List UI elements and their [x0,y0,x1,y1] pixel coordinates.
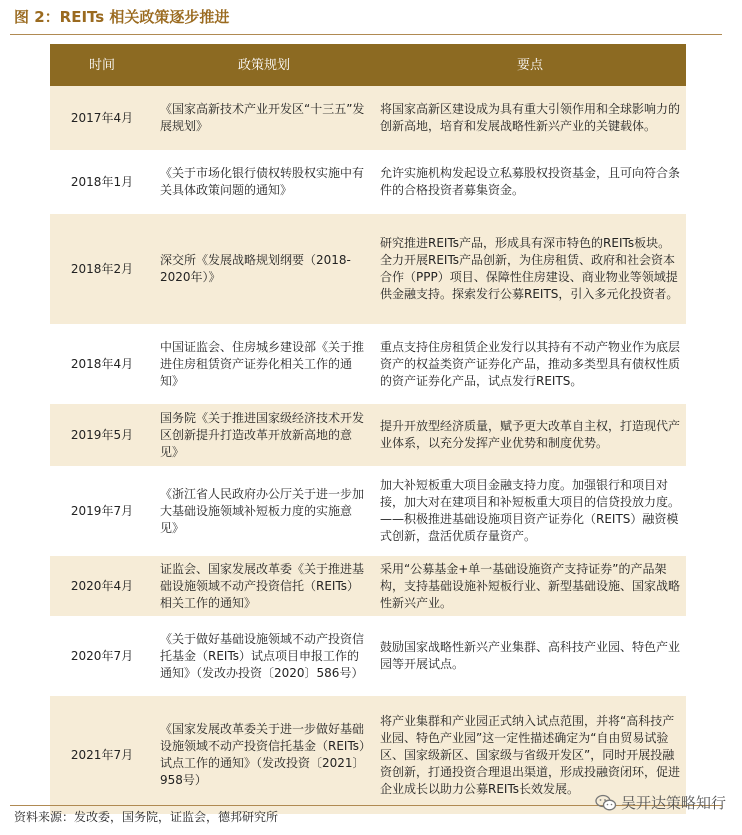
cell-policy: 《关于做好基础设施领域不动产投资信托基金（REITs）试点项目申报工作的通知》（发改办投资〔2020〕586号） [154,616,374,696]
cell-time: 2019年7月 [50,466,154,556]
cell-points: 提升开放型经济质量，赋予更大改革自主权，打造现代产业体系，以充分发挥产业优势和制度优势。 [374,404,686,466]
cell-policy: 国务院《关于推进国家级经济技术开发区创新提升打造改革开放新高地的意见》 [154,404,374,466]
cell-points: 将产业集群和产业园正式纳入试点范围，并将“高科技产业园、特色产业园”这一定性描述确定为“自由贸易试验区、国家级新区、国家级与省级开发区”，同时开展投融资创新，打通投资合理退出渠道，形成投融资闭环，促进企业成长以助力公募REITs长效发展。 [374,696,686,814]
table-row [50,150,686,214]
cell-points: 研究推进REITs产品，形成具有深市特色的REITs板块。全力开展REITs产品创新，为住房租赁、政府和社会资本合作（PPP）项目、保障性住房建设、商业物业等领域提供金融支持。探索发行公募REITS，引入多元化投资者。 [374,214,686,324]
cell-time: 2017年4月 [50,86,154,150]
cell-policy: 《国家高新技术产业开发区“十三五”发展规划》 [154,86,374,150]
cell-points: 采用“公募基金+单一基础设施资产支持证券”的产品架构，支持基础设施补短板行业、新型基础设施、国家战略性新兴产业。 [374,556,686,616]
watermark-text: 吴开达策略知行 [620,794,726,812]
table-row [50,466,686,556]
header-time: 时间 [50,44,154,86]
policy-table [50,44,686,814]
table-header-row [50,44,686,86]
table-row [50,616,686,696]
cell-points: 加大补短板重大项目金融支持力度。加强银行和项目对接，加大对在建项目和补短板重大项目的信贷投放力度。——积极推进基础设施项目资产证券化（REITS）融资模式创新，盘活优质存量资产。 [374,466,686,556]
cell-policy: 《关于市场化银行债权转股权实施中有关具体政策问题的通知》 [154,150,374,214]
table-row [50,696,686,814]
cell-time: 2018年4月 [50,324,154,404]
cell-time: 2020年4月 [50,556,154,616]
cell-points: 重点支持住房租赁企业发行以其持有不动产物业作为底层资产的权益类资产证券化产品，推动多类型具有债权性质的资产证券化产品，试点发行REITS。 [374,324,686,404]
cell-policy: 《国家发展改革委关于进一步做好基础设施领域不动产投资信托基金（REITs）试点工作的通知》（发改投资〔2021〕958号） [154,696,374,814]
cell-points: 鼓励国家战略性新兴产业集群、高科技产业园、特色产业园等开展试点。 [374,616,686,696]
header-points: 要点 [374,44,686,86]
figure-title: 图 2：REITs 相关政策逐步推进 [14,8,230,26]
cell-time: 2019年5月 [50,404,154,466]
wechat-icon [595,794,617,812]
source-note: 资料来源：发改委，国务院，证监会，德邦研究所 [14,810,279,824]
cell-policy: 《浙江省人民政府办公厅关于进一步加大基础设施领域补短板力度的实施意见》 [154,466,374,556]
table-row [50,214,686,324]
table-row [50,556,686,616]
cell-time: 2018年1月 [50,150,154,214]
table-row [50,86,686,150]
cell-policy: 证监会、国家发展改革委《关于推进基础设施领域不动产投资信托（REITs）相关工作的通知》 [154,556,374,616]
cell-policy: 中国证监会、住房城乡建设部《关于推进住房租赁资产证券化相关工作的通知》 [154,324,374,404]
header-policy: 政策规划 [154,44,374,86]
cell-policy: 深交所《发展战略规划纲要（2018-2020年）》 [154,214,374,324]
cell-time: 2018年2月 [50,214,154,324]
cell-time: 2020年7月 [50,616,154,696]
cell-points: 将国家高新区建设成为具有重大引领作用和全球影响力的创新高地，培育和发展战略性新兴产业的关键载体。 [374,86,686,150]
top-divider [10,34,722,35]
cell-points: 允许实施机构发起设立私募股权投资基金，且可向符合条件的合格投资者募集资金。 [374,150,686,214]
table-row [50,324,686,404]
watermark [595,792,726,813]
table-row [50,404,686,466]
cell-time: 2021年7月 [50,696,154,814]
